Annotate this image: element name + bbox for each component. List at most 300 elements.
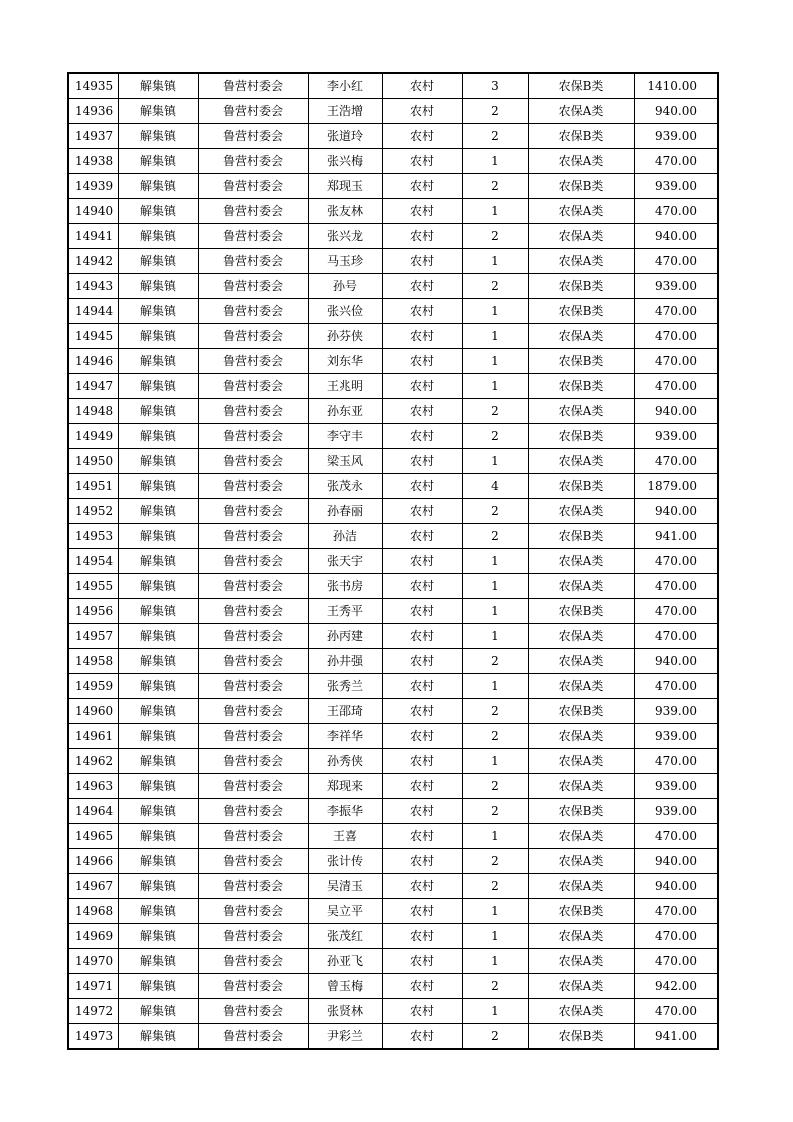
insurance-category-cell: 农保A类 [528, 549, 634, 574]
person-count-cell: 1 [462, 149, 528, 174]
name-cell: 吴立平 [308, 899, 382, 924]
village-committee-cell: 鲁营村委会 [198, 174, 308, 199]
name-cell: 张兴俭 [308, 299, 382, 324]
village-committee-cell: 鲁营村委会 [198, 649, 308, 674]
insurance-category-cell: 农保A类 [528, 399, 634, 424]
table-body [68, 73, 718, 1049]
record-id-cell: 14951 [68, 474, 118, 499]
person-count-cell: 1 [462, 924, 528, 949]
table-row [68, 349, 718, 374]
village-committee-cell: 鲁营村委会 [198, 149, 308, 174]
name-cell: 李小红 [308, 73, 382, 99]
table-row [68, 499, 718, 524]
town-cell: 解集镇 [118, 649, 198, 674]
record-id-cell: 14958 [68, 649, 118, 674]
village-committee-cell: 鲁营村委会 [198, 774, 308, 799]
household-type-cell: 农村 [382, 224, 462, 249]
person-count-cell: 2 [462, 649, 528, 674]
insurance-category-cell: 农保A类 [528, 774, 634, 799]
record-id-cell: 14968 [68, 899, 118, 924]
table-row [68, 124, 718, 149]
record-id-cell: 14937 [68, 124, 118, 149]
insurance-category-cell: 农保B类 [528, 524, 634, 549]
table-row [68, 949, 718, 974]
town-cell: 解集镇 [118, 124, 198, 149]
record-id-cell: 14939 [68, 174, 118, 199]
record-id-cell: 14938 [68, 149, 118, 174]
amount-cell: 470.00 [634, 349, 718, 374]
amount-cell: 470.00 [634, 824, 718, 849]
insurance-category-cell: 农保B类 [528, 124, 634, 149]
household-type-cell: 农村 [382, 774, 462, 799]
table-row [68, 649, 718, 674]
name-cell: 李振华 [308, 799, 382, 824]
insurance-category-cell: 农保B类 [528, 799, 634, 824]
record-id-cell: 14959 [68, 674, 118, 699]
record-id-cell: 14955 [68, 574, 118, 599]
village-committee-cell: 鲁营村委会 [198, 424, 308, 449]
person-count-cell: 1 [462, 449, 528, 474]
village-committee-cell: 鲁营村委会 [198, 699, 308, 724]
amount-cell: 470.00 [634, 949, 718, 974]
record-id-cell: 14957 [68, 624, 118, 649]
village-committee-cell: 鲁营村委会 [198, 224, 308, 249]
household-type-cell: 农村 [382, 499, 462, 524]
amount-cell: 940.00 [634, 99, 718, 124]
village-committee-cell: 鲁营村委会 [198, 824, 308, 849]
village-committee-cell: 鲁营村委会 [198, 874, 308, 899]
village-committee-cell: 鲁营村委会 [198, 674, 308, 699]
household-type-cell: 农村 [382, 924, 462, 949]
household-type-cell: 农村 [382, 424, 462, 449]
household-type-cell: 农村 [382, 849, 462, 874]
amount-cell: 470.00 [634, 149, 718, 174]
town-cell: 解集镇 [118, 499, 198, 524]
table-row [68, 399, 718, 424]
insurance-category-cell: 农保B类 [528, 174, 634, 199]
village-committee-cell: 鲁营村委会 [198, 549, 308, 574]
household-type-cell: 农村 [382, 274, 462, 299]
town-cell: 解集镇 [118, 599, 198, 624]
village-committee-cell: 鲁营村委会 [198, 324, 308, 349]
record-id-cell: 14949 [68, 424, 118, 449]
table-row [68, 674, 718, 699]
insurance-category-cell: 农保A类 [528, 499, 634, 524]
town-cell: 解集镇 [118, 699, 198, 724]
town-cell: 解集镇 [118, 349, 198, 374]
name-cell: 王浩增 [308, 99, 382, 124]
record-id-cell: 14971 [68, 974, 118, 999]
benefit-records-table [67, 72, 719, 1050]
amount-cell: 939.00 [634, 124, 718, 149]
town-cell: 解集镇 [118, 849, 198, 874]
name-cell: 孙丙建 [308, 624, 382, 649]
insurance-category-cell: 农保A类 [528, 649, 634, 674]
amount-cell: 940.00 [634, 499, 718, 524]
person-count-cell: 1 [462, 949, 528, 974]
insurance-category-cell: 农保A类 [528, 724, 634, 749]
household-type-cell: 农村 [382, 524, 462, 549]
insurance-category-cell: 农保B类 [528, 374, 634, 399]
table-row [68, 474, 718, 499]
person-count-cell: 2 [462, 799, 528, 824]
village-committee-cell: 鲁营村委会 [198, 449, 308, 474]
name-cell: 李守丰 [308, 424, 382, 449]
insurance-category-cell: 农保A类 [528, 574, 634, 599]
insurance-category-cell: 农保A类 [528, 999, 634, 1024]
household-type-cell: 农村 [382, 399, 462, 424]
person-count-cell: 1 [462, 999, 528, 1024]
person-count-cell: 2 [462, 974, 528, 999]
household-type-cell: 农村 [382, 73, 462, 99]
record-id-cell: 14947 [68, 374, 118, 399]
person-count-cell: 2 [462, 99, 528, 124]
town-cell: 解集镇 [118, 824, 198, 849]
household-type-cell: 农村 [382, 624, 462, 649]
record-id-cell: 14936 [68, 99, 118, 124]
household-type-cell: 农村 [382, 724, 462, 749]
record-id-cell: 14942 [68, 249, 118, 274]
record-id-cell: 14940 [68, 199, 118, 224]
table-row [68, 299, 718, 324]
person-count-cell: 2 [462, 174, 528, 199]
amount-cell: 470.00 [634, 999, 718, 1024]
name-cell: 张书房 [308, 574, 382, 599]
household-type-cell: 农村 [382, 674, 462, 699]
town-cell: 解集镇 [118, 249, 198, 274]
town-cell: 解集镇 [118, 474, 198, 499]
insurance-category-cell: 农保A类 [528, 224, 634, 249]
amount-cell: 470.00 [634, 574, 718, 599]
village-committee-cell: 鲁营村委会 [198, 474, 308, 499]
amount-cell: 470.00 [634, 449, 718, 474]
town-cell: 解集镇 [118, 274, 198, 299]
record-id-cell: 14966 [68, 849, 118, 874]
name-cell: 孙春丽 [308, 499, 382, 524]
table-row [68, 73, 718, 99]
person-count-cell: 2 [462, 524, 528, 549]
village-committee-cell: 鲁营村委会 [198, 599, 308, 624]
table-row [68, 924, 718, 949]
insurance-category-cell: 农保B类 [528, 274, 634, 299]
table-row [68, 524, 718, 549]
person-count-cell: 1 [462, 899, 528, 924]
household-type-cell: 农村 [382, 1024, 462, 1050]
insurance-category-cell: 农保B类 [528, 599, 634, 624]
table-row [68, 699, 718, 724]
insurance-category-cell: 农保B类 [528, 73, 634, 99]
record-id-cell: 14935 [68, 73, 118, 99]
insurance-category-cell: 农保B类 [528, 299, 634, 324]
household-type-cell: 农村 [382, 199, 462, 224]
village-committee-cell: 鲁营村委会 [198, 849, 308, 874]
table-row [68, 449, 718, 474]
person-count-cell: 2 [462, 849, 528, 874]
town-cell: 解集镇 [118, 324, 198, 349]
person-count-cell: 1 [462, 824, 528, 849]
person-count-cell: 3 [462, 73, 528, 99]
town-cell: 解集镇 [118, 99, 198, 124]
amount-cell: 939.00 [634, 699, 718, 724]
person-count-cell: 2 [462, 124, 528, 149]
record-id-cell: 14960 [68, 699, 118, 724]
record-id-cell: 14965 [68, 824, 118, 849]
record-id-cell: 14941 [68, 224, 118, 249]
table-row [68, 374, 718, 399]
town-cell: 解集镇 [118, 924, 198, 949]
household-type-cell: 农村 [382, 599, 462, 624]
insurance-category-cell: 农保B类 [528, 424, 634, 449]
amount-cell: 470.00 [634, 924, 718, 949]
household-type-cell: 农村 [382, 474, 462, 499]
village-committee-cell: 鲁营村委会 [198, 124, 308, 149]
person-count-cell: 1 [462, 624, 528, 649]
household-type-cell: 农村 [382, 124, 462, 149]
table-row [68, 849, 718, 874]
town-cell: 解集镇 [118, 73, 198, 99]
household-type-cell: 农村 [382, 699, 462, 724]
person-count-cell: 1 [462, 749, 528, 774]
person-count-cell: 1 [462, 299, 528, 324]
town-cell: 解集镇 [118, 624, 198, 649]
village-committee-cell: 鲁营村委会 [198, 349, 308, 374]
amount-cell: 941.00 [634, 524, 718, 549]
town-cell: 解集镇 [118, 449, 198, 474]
name-cell: 王秀平 [308, 599, 382, 624]
name-cell: 张天宇 [308, 549, 382, 574]
table-row [68, 999, 718, 1024]
person-count-cell: 2 [462, 699, 528, 724]
table-row [68, 224, 718, 249]
town-cell: 解集镇 [118, 399, 198, 424]
name-cell: 吴清玉 [308, 874, 382, 899]
amount-cell: 1879.00 [634, 474, 718, 499]
amount-cell: 939.00 [634, 774, 718, 799]
household-type-cell: 农村 [382, 249, 462, 274]
household-type-cell: 农村 [382, 974, 462, 999]
village-committee-cell: 鲁营村委会 [198, 199, 308, 224]
town-cell: 解集镇 [118, 774, 198, 799]
record-id-cell: 14973 [68, 1024, 118, 1050]
amount-cell: 470.00 [634, 199, 718, 224]
person-count-cell: 4 [462, 474, 528, 499]
town-cell: 解集镇 [118, 574, 198, 599]
insurance-category-cell: 农保A类 [528, 974, 634, 999]
household-type-cell: 农村 [382, 999, 462, 1024]
name-cell: 张道玲 [308, 124, 382, 149]
person-count-cell: 1 [462, 674, 528, 699]
name-cell: 王邵琦 [308, 699, 382, 724]
person-count-cell: 2 [462, 874, 528, 899]
amount-cell: 940.00 [634, 649, 718, 674]
record-id-cell: 14962 [68, 749, 118, 774]
household-type-cell: 农村 [382, 324, 462, 349]
table-row [68, 874, 718, 899]
person-count-cell: 2 [462, 274, 528, 299]
insurance-category-cell: 农保A类 [528, 749, 634, 774]
record-id-cell: 14944 [68, 299, 118, 324]
insurance-category-cell: 农保A类 [528, 924, 634, 949]
name-cell: 孙秀侠 [308, 749, 382, 774]
table-row [68, 549, 718, 574]
person-count-cell: 1 [462, 549, 528, 574]
village-committee-cell: 鲁营村委会 [198, 73, 308, 99]
household-type-cell: 农村 [382, 949, 462, 974]
table-row [68, 749, 718, 774]
person-count-cell: 2 [462, 424, 528, 449]
town-cell: 解集镇 [118, 674, 198, 699]
town-cell: 解集镇 [118, 874, 198, 899]
record-id-cell: 14945 [68, 324, 118, 349]
insurance-category-cell: 农保A类 [528, 324, 634, 349]
insurance-category-cell: 农保B类 [528, 349, 634, 374]
name-cell: 孙井强 [308, 649, 382, 674]
insurance-category-cell: 农保A类 [528, 149, 634, 174]
person-count-cell: 1 [462, 374, 528, 399]
household-type-cell: 农村 [382, 899, 462, 924]
amount-cell: 470.00 [634, 624, 718, 649]
insurance-category-cell: 农保A类 [528, 849, 634, 874]
village-committee-cell: 鲁营村委会 [198, 799, 308, 824]
village-committee-cell: 鲁营村委会 [198, 524, 308, 549]
amount-cell: 470.00 [634, 374, 718, 399]
insurance-category-cell: 农保B类 [528, 474, 634, 499]
household-type-cell: 农村 [382, 149, 462, 174]
name-cell: 张兴龙 [308, 224, 382, 249]
record-id-cell: 14964 [68, 799, 118, 824]
record-id-cell: 14946 [68, 349, 118, 374]
person-count-cell: 2 [462, 224, 528, 249]
table-row [68, 774, 718, 799]
name-cell: 王兆明 [308, 374, 382, 399]
village-committee-cell: 鲁营村委会 [198, 949, 308, 974]
record-id-cell: 14963 [68, 774, 118, 799]
amount-cell: 939.00 [634, 424, 718, 449]
town-cell: 解集镇 [118, 949, 198, 974]
table-row [68, 199, 718, 224]
amount-cell: 470.00 [634, 749, 718, 774]
insurance-category-cell: 农保A类 [528, 99, 634, 124]
name-cell: 王喜 [308, 824, 382, 849]
table-row [68, 799, 718, 824]
household-type-cell: 农村 [382, 349, 462, 374]
village-committee-cell: 鲁营村委会 [198, 749, 308, 774]
village-committee-cell: 鲁营村委会 [198, 574, 308, 599]
amount-cell: 942.00 [634, 974, 718, 999]
town-cell: 解集镇 [118, 299, 198, 324]
town-cell: 解集镇 [118, 199, 198, 224]
person-count-cell: 2 [462, 1024, 528, 1050]
village-committee-cell: 鲁营村委会 [198, 274, 308, 299]
household-type-cell: 农村 [382, 649, 462, 674]
town-cell: 解集镇 [118, 749, 198, 774]
village-committee-cell: 鲁营村委会 [198, 299, 308, 324]
name-cell: 曾玉梅 [308, 974, 382, 999]
amount-cell: 941.00 [634, 1024, 718, 1050]
insurance-category-cell: 农保A类 [528, 824, 634, 849]
table-row [68, 824, 718, 849]
household-type-cell: 农村 [382, 174, 462, 199]
name-cell: 郑现来 [308, 774, 382, 799]
town-cell: 解集镇 [118, 149, 198, 174]
insurance-category-cell: 农保A类 [528, 949, 634, 974]
amount-cell: 939.00 [634, 799, 718, 824]
person-count-cell: 1 [462, 199, 528, 224]
person-count-cell: 2 [462, 399, 528, 424]
table-row [68, 424, 718, 449]
name-cell: 张茂红 [308, 924, 382, 949]
name-cell: 孙芬侠 [308, 324, 382, 349]
household-type-cell: 农村 [382, 574, 462, 599]
amount-cell: 470.00 [634, 599, 718, 624]
insurance-category-cell: 农保A类 [528, 449, 634, 474]
table-row [68, 599, 718, 624]
record-id-cell: 14956 [68, 599, 118, 624]
insurance-category-cell: 农保B类 [528, 699, 634, 724]
amount-cell: 939.00 [634, 724, 718, 749]
household-type-cell: 农村 [382, 749, 462, 774]
insurance-category-cell: 农保A类 [528, 199, 634, 224]
record-id-cell: 14970 [68, 949, 118, 974]
name-cell: 李祥华 [308, 724, 382, 749]
person-count-cell: 1 [462, 249, 528, 274]
record-id-cell: 14948 [68, 399, 118, 424]
amount-cell: 940.00 [634, 849, 718, 874]
table-row [68, 624, 718, 649]
village-committee-cell: 鲁营村委会 [198, 724, 308, 749]
person-count-cell: 2 [462, 724, 528, 749]
table-row [68, 899, 718, 924]
record-id-cell: 14952 [68, 499, 118, 524]
table-row [68, 274, 718, 299]
town-cell: 解集镇 [118, 974, 198, 999]
name-cell: 张秀兰 [308, 674, 382, 699]
amount-cell: 470.00 [634, 299, 718, 324]
name-cell: 孙东亚 [308, 399, 382, 424]
table-row [68, 574, 718, 599]
name-cell: 郑现玉 [308, 174, 382, 199]
village-committee-cell: 鲁营村委会 [198, 974, 308, 999]
table-row [68, 974, 718, 999]
name-cell: 马玉珍 [308, 249, 382, 274]
person-count-cell: 1 [462, 599, 528, 624]
amount-cell: 939.00 [634, 174, 718, 199]
person-count-cell: 2 [462, 499, 528, 524]
village-committee-cell: 鲁营村委会 [198, 99, 308, 124]
amount-cell: 470.00 [634, 549, 718, 574]
record-id-cell: 14969 [68, 924, 118, 949]
name-cell: 孙号 [308, 274, 382, 299]
town-cell: 解集镇 [118, 224, 198, 249]
person-count-cell: 1 [462, 349, 528, 374]
village-committee-cell: 鲁营村委会 [198, 624, 308, 649]
name-cell: 刘东华 [308, 349, 382, 374]
name-cell: 张兴梅 [308, 149, 382, 174]
record-id-cell: 14954 [68, 549, 118, 574]
household-type-cell: 农村 [382, 799, 462, 824]
town-cell: 解集镇 [118, 899, 198, 924]
insurance-category-cell: 农保A类 [528, 874, 634, 899]
village-committee-cell: 鲁营村委会 [198, 374, 308, 399]
town-cell: 解集镇 [118, 424, 198, 449]
amount-cell: 470.00 [634, 674, 718, 699]
table-row [68, 99, 718, 124]
household-type-cell: 农村 [382, 299, 462, 324]
table-row [68, 724, 718, 749]
name-cell: 张贤林 [308, 999, 382, 1024]
name-cell: 孙洁 [308, 524, 382, 549]
record-id-cell: 14967 [68, 874, 118, 899]
